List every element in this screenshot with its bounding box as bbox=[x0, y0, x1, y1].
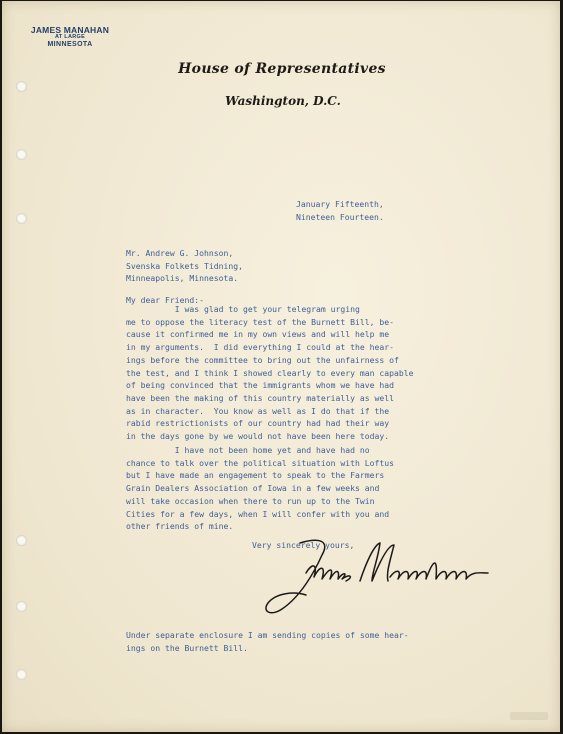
body-paragraph-2: I have not been home yet and have had no chance to talk over the political situation with Loftus but I have made an engagement to speak to the Farmers Grain Dealers Association of Iowa in a few weeks and will take occasion when there to run up to the Twin Cities for a few days, when I will confer with you and other friends of mine. bbox=[126, 445, 395, 532]
punch-hole bbox=[16, 601, 27, 612]
letterhead-institution: House of Representatives bbox=[178, 61, 386, 77]
closing: Very sincerely yours, bbox=[252, 540, 355, 550]
punch-hole bbox=[16, 535, 27, 546]
letterhead-sender bbox=[24, 26, 116, 48]
letter-date: January Fifteenth, Nineteen Fourteen. bbox=[296, 199, 384, 222]
body-paragraph-1: I was glad to get your telegram urging me to oppose the literacy test of the Burnett Bill, be- cause it confirmed me in my own views and will help me in my arguments. I did everything I could at the hear- ings before the committee to bring out the unfairness of the test, and I think I showed clearly to every man capable of being convinced that the immigrants whom we have had have been the making of this country materially as well as in character. You know as well as I do that if the rabid restrictionists of our country had had their way in the days gone by we would not have been here today. bbox=[126, 304, 414, 442]
punch-hole bbox=[16, 213, 27, 224]
letterhead-name: JAMES MANAHAN bbox=[30, 25, 110, 35]
punch-hole bbox=[16, 669, 27, 680]
archival-mark bbox=[510, 712, 548, 720]
punch-hole bbox=[16, 81, 27, 92]
letterhead-district: AT LARGE bbox=[54, 33, 86, 40]
postscript: Under separate enclosure I am sending copies of some hear- ings on the Burnett Bill. bbox=[126, 630, 409, 653]
handwritten-signature bbox=[260, 533, 520, 623]
letterhead-state: MINNESOTA bbox=[47, 40, 93, 48]
punch-hole bbox=[16, 149, 27, 160]
letter-page bbox=[2, 1, 560, 732]
letterhead-city: Washington, D.C. bbox=[225, 94, 341, 108]
recipient-address: Mr. Andrew G. Johnson, Svenska Folkets Tidning, Minneapolis, Minnesota. bbox=[126, 248, 243, 284]
salutation: My dear Friend:- bbox=[126, 295, 204, 305]
